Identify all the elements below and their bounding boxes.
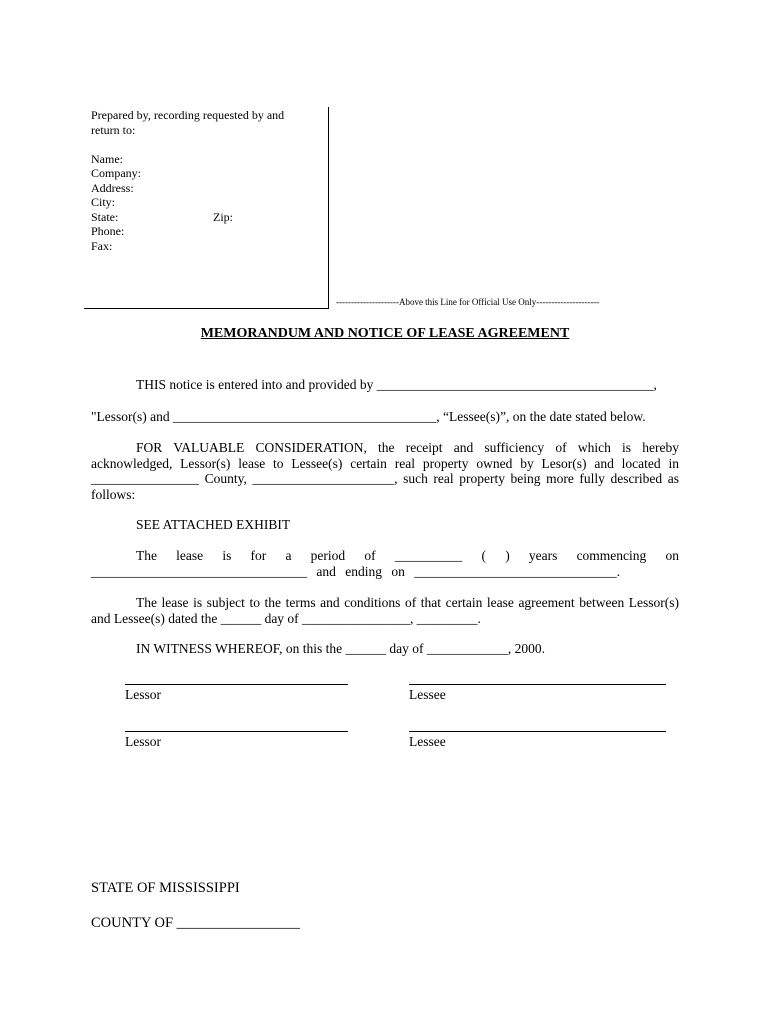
- lease-terms-paragraph: The lease is subject to the terms and conditions of that certain lease agreement between Lessor(s) and Lessee(s) dated the ______ day of ________________, _________.: [91, 595, 679, 626]
- prepared-by-line-1: Prepared by, recording requested by and: [91, 108, 285, 122]
- lessee-1-label: Lessee: [409, 687, 446, 702]
- county-heading: COUNTY OF _________________: [91, 915, 300, 931]
- lessor-2-label: Lessor: [125, 734, 161, 749]
- lessee-2-label: Lessee: [409, 734, 446, 749]
- lessor-1-signature-line: [125, 684, 348, 685]
- lessor-1-label: Lessor: [125, 687, 161, 702]
- witness-whereof-line: IN WITNESS WHEREOF, on this the ______ day of ____________, 2000.: [136, 641, 546, 656]
- lessee-1-signature-line: [409, 684, 666, 685]
- city-label: City:: [91, 195, 116, 209]
- notice-line-2: "Lessor(s) and _______________________________________, “Lessee(s)”, on the date stated below.: [91, 409, 646, 424]
- lease-period-paragraph: The lease is for a period of __________ ( ) years commencing on ________________________________ and ending on ______________________________.: [91, 548, 679, 579]
- notice-line-1: THIS notice is entered into and provided by _________________________________________,: [136, 377, 657, 392]
- prepared-by-line-2: return to:: [91, 122, 136, 137]
- document-title: MEMORANDUM AND NOTICE OF LEASE AGREEMENT: [200, 326, 570, 341]
- fax-label: Fax:: [91, 238, 113, 253]
- state-label: State:: [91, 209, 119, 224]
- company-label: Company:: [91, 166, 141, 180]
- lessee-2-signature-line: [409, 731, 666, 732]
- header-vertical-divider: [328, 107, 329, 308]
- state-heading: STATE OF MISSISSIPPI: [91, 880, 240, 896]
- prepared-by-block: [91, 108, 321, 253]
- official-use-line: ---------------------Above this Line for Official Use Only---------------------: [336, 297, 600, 307]
- see-attached-exhibit: SEE ATTACHED EXHIBIT: [136, 517, 291, 532]
- lessor-2-signature-line: [125, 731, 348, 732]
- address-label: Address:: [91, 180, 134, 195]
- phone-label: Phone:: [91, 224, 125, 238]
- zip-label: Zip:: [213, 209, 233, 224]
- consideration-paragraph: FOR VALUABLE CONSIDERATION, the receipt and sufficiency of which is hereby acknowledged, Lessor(s) lease to Lessee(s) certain real property owned by Lesor(s) and located in ________________ County, _____________________, such real property being more fully described as follows:: [91, 440, 679, 502]
- header-horizontal-divider: [84, 308, 329, 309]
- name-label: Name:: [91, 151, 123, 166]
